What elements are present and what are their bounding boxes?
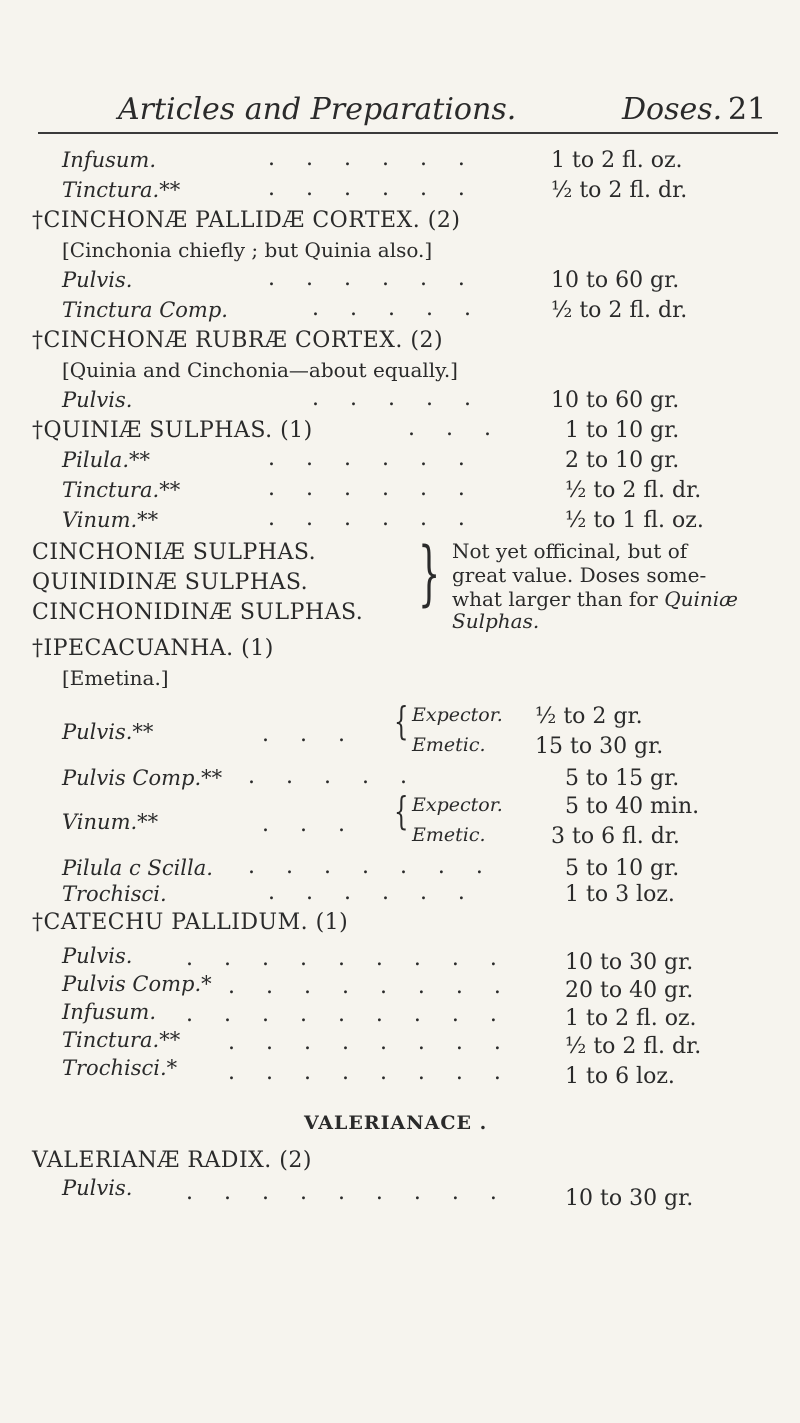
item-name: Pulvis Comp.*	[62, 972, 212, 996]
item-name: Vinum.**	[62, 810, 159, 834]
item-dose: 5 to 15 gr.	[565, 766, 680, 791]
leader-dots: . . . . . . . . .	[186, 1002, 509, 1027]
item-dose: 1 to 2 fl. oz.	[551, 148, 683, 173]
leader-dots: . . .	[408, 416, 503, 441]
brace: }	[418, 532, 441, 614]
item-name: Infusum.	[62, 148, 157, 172]
leader-dots: . . . . . . . .	[228, 974, 513, 999]
item-name: Pulvis.	[62, 944, 133, 968]
item-name: Vinum.**	[62, 508, 159, 532]
item-dose: 1 to 3 loz.	[565, 882, 675, 907]
sub-label: Emetic.	[412, 824, 486, 846]
article-heading: †CATECHU PALLIDUM. (1)	[32, 910, 349, 935]
sub-label: Expector.	[412, 794, 503, 816]
leader-dots: . . . . . . . .	[228, 1030, 513, 1055]
item-dose: 5 to 40 min.	[565, 794, 700, 819]
item-name: Pulvis.	[62, 1176, 133, 1200]
article-heading: †IPECACUANHA. (1)	[32, 636, 274, 661]
page-header-title: Articles and Preparations.	[118, 92, 517, 127]
item-name: Pulvis.**	[62, 720, 154, 744]
article-heading: CINCHONIDINÆ SULPHAS.	[32, 600, 364, 625]
group-note-line: what larger than for Quiniæ	[452, 587, 738, 611]
leader-dots: . . . . . . . .	[228, 1060, 513, 1085]
leader-dots: . . . . . .	[268, 476, 477, 501]
leader-dots: . . . . .	[248, 764, 419, 789]
leader-dots: . . . . . . . . .	[186, 946, 509, 971]
item-dose: 10 to 60 gr.	[551, 268, 680, 293]
item-dose: 5 to 10 gr.	[565, 856, 680, 881]
leader-dots: . . . . .	[312, 296, 483, 321]
sub-label: Expector.	[412, 704, 503, 726]
leader-dots: . . . . . .	[268, 266, 477, 291]
item-dose: ½ to 2 fl. dr.	[551, 178, 688, 203]
leader-dots: . . . . .	[312, 386, 483, 411]
brace: {	[394, 789, 409, 833]
sub-label: Emetic.	[412, 734, 486, 756]
leader-dots: . . . . . .	[268, 146, 477, 171]
item-name: Pilula c Scilla.	[62, 856, 213, 880]
article-heading: VALERIANÆ RADIX. (2)	[32, 1148, 312, 1173]
leader-dots: . . . . . .	[268, 176, 477, 201]
item-dose: 2 to 10 gr.	[565, 448, 680, 473]
item-dose: 10 to 60 gr.	[551, 388, 680, 413]
section-title: VALERIANACE .	[304, 1112, 488, 1134]
leader-dots: . . . . . .	[268, 506, 477, 531]
leader-dots: . . . . . .	[268, 446, 477, 471]
item-dose: 15 to 30 gr.	[535, 734, 664, 759]
item-name: Trochisci.*	[62, 1056, 178, 1080]
item-name: Tinctura.**	[62, 478, 181, 502]
item-dose: 1 to 10 gr.	[565, 418, 680, 443]
item-dose: 1 to 2 fl. oz.	[565, 1006, 697, 1031]
item-dose: ½ to 1 fl. oz.	[565, 508, 704, 533]
item-dose: 1 to 6 loz.	[565, 1064, 675, 1089]
article-note: [Quinia and Cinchonia—about equally.]	[62, 358, 458, 382]
leader-dots: . . . . . . . . .	[186, 1180, 509, 1205]
header-rule	[38, 132, 778, 134]
group-note-line: Not yet officinal, but of	[452, 539, 688, 563]
brace: {	[394, 699, 409, 743]
article-heading: †CINCHONÆ RUBRÆ CORTEX. (2)	[32, 328, 444, 353]
item-dose: ½ to 2 fl. dr.	[551, 298, 688, 323]
leader-dots: . . .	[262, 812, 357, 837]
item-dose: ½ to 2 gr.	[535, 704, 643, 729]
item-dose: 10 to 30 gr.	[565, 950, 694, 975]
item-name: Pulvis.	[62, 388, 133, 412]
article-heading: CINCHONIÆ SULPHAS.	[32, 540, 317, 565]
item-dose: 10 to 30 gr.	[565, 1186, 694, 1211]
article-note: [Cinchonia chiefly ; but Quinia also.]	[62, 238, 433, 262]
article-heading: †QUINIÆ SULPHAS. (1)	[32, 418, 313, 443]
page-number: 21	[728, 92, 767, 127]
item-name: Tinctura Comp.	[62, 298, 228, 322]
leader-dots: . . .	[262, 722, 357, 747]
page-header-doses: Doses.	[622, 92, 723, 127]
item-name: Pulvis.	[62, 268, 133, 292]
item-name: Infusum.	[62, 1000, 157, 1024]
leader-dots: . . . . . . .	[248, 854, 495, 879]
item-dose: 20 to 40 gr.	[565, 978, 694, 1003]
item-name: Trochisci.	[62, 882, 167, 906]
article-heading: QUINIDINÆ SULPHAS.	[32, 570, 309, 595]
article-note: [Emetina.]	[62, 666, 169, 690]
leader-dots: . . . . . .	[268, 880, 477, 905]
item-name: Tinctura.**	[62, 1028, 181, 1052]
item-name: Pulvis Comp.**	[62, 766, 223, 790]
group-note-line: great value. Doses some-	[452, 563, 707, 587]
item-name: Pilula.**	[62, 448, 150, 472]
item-name: Tinctura.**	[62, 178, 181, 202]
item-dose: ½ to 2 fl. dr.	[565, 478, 702, 503]
group-note-line: Sulphas.	[452, 609, 540, 633]
item-dose: 3 to 6 fl. dr.	[551, 824, 680, 849]
article-heading: †CINCHONÆ PALLIDÆ CORTEX. (2)	[32, 208, 461, 233]
item-dose: ½ to 2 fl. dr.	[565, 1034, 702, 1059]
